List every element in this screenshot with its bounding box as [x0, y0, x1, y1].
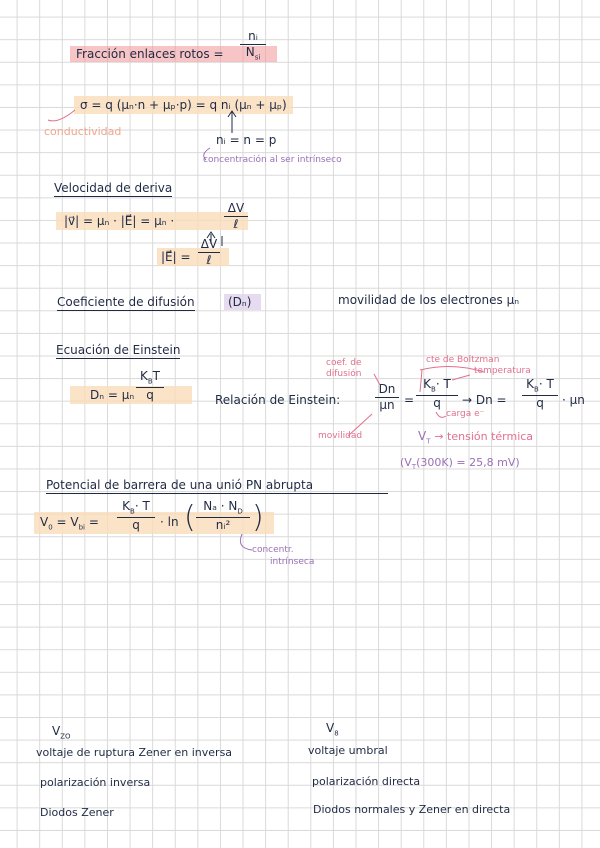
drift-formula-text: |v⃗| = μₙ · |E⃗| = μₙ · — [64, 214, 175, 228]
barrier-inner-den: nᵢ² — [215, 518, 231, 533]
vy-line3: Diodos normales y Zener en directa — [313, 803, 511, 816]
einstein-den: q — [146, 388, 154, 403]
einstein-equals: = — [404, 393, 415, 407]
temperature-arrow — [452, 375, 470, 380]
drift-den: ℓ — [233, 217, 239, 232]
vzo-line2: polarización inversa — [40, 776, 151, 789]
fraction-den: $N_{si}$ — [245, 45, 261, 62]
barrier-title: Potencial de barrera de una unió PN abrupta — [46, 479, 388, 494]
barrier-lhs: $V_0 = V_{bi}$ = — [40, 515, 99, 532]
charge-arrow — [436, 412, 446, 417]
field-num: ΔV — [200, 237, 218, 251]
vzo-line1: voltaje de ruptura Zener en inversa — [36, 746, 233, 759]
barrier-paren-right: ) — [252, 500, 264, 535]
einstein-num: $K_BT$ — [139, 369, 161, 386]
diffusion-symbol: (Dₙ) — [224, 294, 261, 310]
drift-num: ΔV — [227, 201, 245, 215]
field-label: |E⃗| = — [161, 250, 191, 264]
einstein-tail: · μn — [562, 393, 585, 407]
thermal-voltage: $V_T$ → tensión térmica — [418, 429, 534, 446]
boltzmann-label: cte de Boltzman — [426, 355, 500, 365]
thermal-voltage-value: ($V_T(300K) = 25,8$ mV) — [400, 456, 520, 472]
intrinsic-note: concentración al ser intrínseco — [203, 155, 342, 165]
intrinsic-relation: nᵢ = n = p — [216, 133, 277, 147]
temperature-label: temperatura — [474, 366, 531, 376]
barrier-num: $K_B\cdot T$ — [122, 499, 150, 516]
mobility-label: movilidad — [318, 431, 363, 441]
mobility-arrow — [348, 414, 372, 436]
coef-label: coef. de difusión — [326, 358, 362, 379]
vy-line2: polarización directa — [312, 775, 421, 788]
ratio-num: Dn — [378, 382, 396, 396]
einstein-relation-label: Relación de Einstein: — [215, 393, 341, 407]
kt2-num: $K_B\cdot T$ — [526, 377, 554, 394]
conductivity-label: conductividad — [44, 125, 122, 138]
einstein-implies: → Dn = — [462, 393, 507, 407]
broken-bonds-text: Fracción enlaces rotos = — [76, 47, 224, 61]
kt-den: q — [433, 396, 441, 411]
barrier-note: concentr. intrínseca — [252, 545, 315, 567]
ratio-den: μn — [379, 398, 395, 413]
vzo-symbol: $V_{ZO}$ — [52, 724, 71, 741]
charge-label: carga e⁻ — [446, 409, 485, 419]
fraction-num: nᵢ — [248, 29, 258, 43]
mobility-text: movilidad de los electrones μₙ — [338, 293, 519, 307]
einstein-title: Ecuación de Einstein — [56, 343, 181, 357]
vy-line1: voltaje umbral — [308, 744, 388, 757]
barrier-inner-num: $N_a \cdot N_D$ — [203, 499, 243, 516]
drift-title: Velocidad de deriva — [54, 181, 173, 195]
intrinsic-arrow — [204, 148, 210, 160]
barrier-paren-left: ( — [184, 500, 196, 535]
kt-num: $K_B\cdot T$ — [423, 377, 451, 394]
coef-arrow — [374, 374, 380, 385]
barrier-ln: · ln — [160, 515, 179, 529]
barrier-den: q — [132, 518, 140, 533]
conductivity-arrow — [48, 110, 75, 121]
vy-symbol: $V_8$ — [326, 721, 339, 738]
kt2-den: q — [536, 396, 544, 411]
barrier-note-arrow — [240, 534, 252, 550]
vzo-line3: Diodos Zener — [40, 806, 114, 819]
diffusion-title: Coeficiente de difusión — [57, 295, 195, 309]
field-den: ℓ — [206, 253, 212, 268]
conductivity-formula-text: σ = q (μₙ·n + μₚ·p) = q nᵢ (μₙ + μₚ) — [80, 98, 287, 112]
boltzmann-bracket — [420, 370, 422, 392]
einstein-lhs: Dₙ = μₙ — [90, 388, 135, 402]
